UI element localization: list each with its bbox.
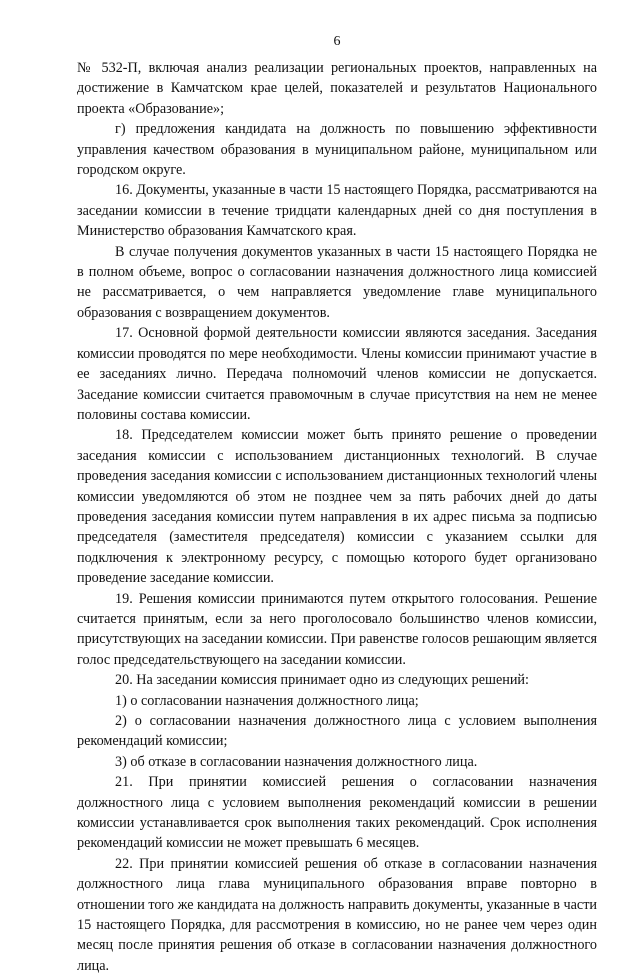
paragraph-19: 19. Решения комиссии принимаются путем открытого голосования. Решение считается принятым, если за него проголосовало большинство членов комиссии, присутствующих на заседании комиссии. При равенстве голосов решающим является голос председательствующего на заседании комиссии. [77, 590, 597, 668]
paragraph-continuation: № 532-П, включая анализ реализации региональных проектов, направленных на достижение в Камчатском крае целей, показателей и результатов Национального проекта «Образование»; [77, 60, 597, 117]
paragraph-16: 16. Документы, указанные в части 15 настоящего Порядка, рассматриваются на заседании комиссии в течение тридцати календарных дней со дня поступления в Министерство образования Камчатского края. [77, 182, 597, 240]
decision-option-1: 1) о согласовании назначения должностного лица; [115, 692, 419, 709]
decision-option-3: 3) об отказе в согласовании назначения должностного лица. [115, 753, 478, 770]
paragraph-20: 20. На заседании комиссия принимает одно из следующих решений: [115, 672, 529, 689]
paragraph-22: 22. При принятии комиссией решения об отказе в согласовании назначения должностного лица глава муниципального образования вправе повторно в отношении того же кандидата на должность направить документы, указанные в части 15 настоящего Порядка, для рассмотрения в комиссию, но не ранее чем через один месяц после принятия решения об отказе в согласовании назначения должностного лица. [77, 855, 597, 974]
paragraph-17: 17. Основной формой деятельности комиссии являются заседания. Заседания комиссии проводятся по мере необходимости. Члены комиссии принимают участие в ее заседаниях лично. Передача полномочий членов комиссии не допускается. Заседание комиссии считается правомочным в случае присутствия на нем не менее половины состава комиссии. [77, 325, 597, 423]
paragraph-21: 21. При принятии комиссией решения о согласовании назначения должностного лица с условием выполнения рекомендаций комиссии в решении комиссии устанавливается срок выполнения таких рекомендаций. Срок исполнения рекомендаций комиссии не может превышать 6 месяцев. [77, 774, 597, 852]
paragraph-16-incomplete: В случае получения документов указанных в части 15 настоящего Порядка не в полном объеме, вопрос о согласовании назначения должностного лица комиссией не рассматривается, о чем направляется уведомление главе муниципального образования с возвращением документов. [77, 243, 597, 321]
paragraph-18: 18. Председателем комиссии может быть принято решение о проведении заседания комиссии с использованием дистанционных технологий. В случае проведения заседания комиссии с использованием дистанционных технологий члены комиссии уведомляются об этом не позднее чем за пять рабочих дней до даты проведения заседания комиссии путем направления в их адрес письма за подписью председателя (заместителя председателя) комиссии с указанием ссылки для подключения к электронному ресурсу, с помощью которого будет организовано проведение заседание комиссии. [77, 427, 597, 587]
decision-option-2: 2) о согласовании назначения должностного лица с условием выполнения рекомендаций комиссии; [77, 713, 597, 750]
document-page [77, 32, 597, 976]
page-number: 6 [333, 34, 341, 49]
paragraph-item-g: г) предложения кандидата на должность по повышению эффективности управления качеством образования в муниципальном районе, муниципальном или городском округе. [77, 121, 597, 179]
